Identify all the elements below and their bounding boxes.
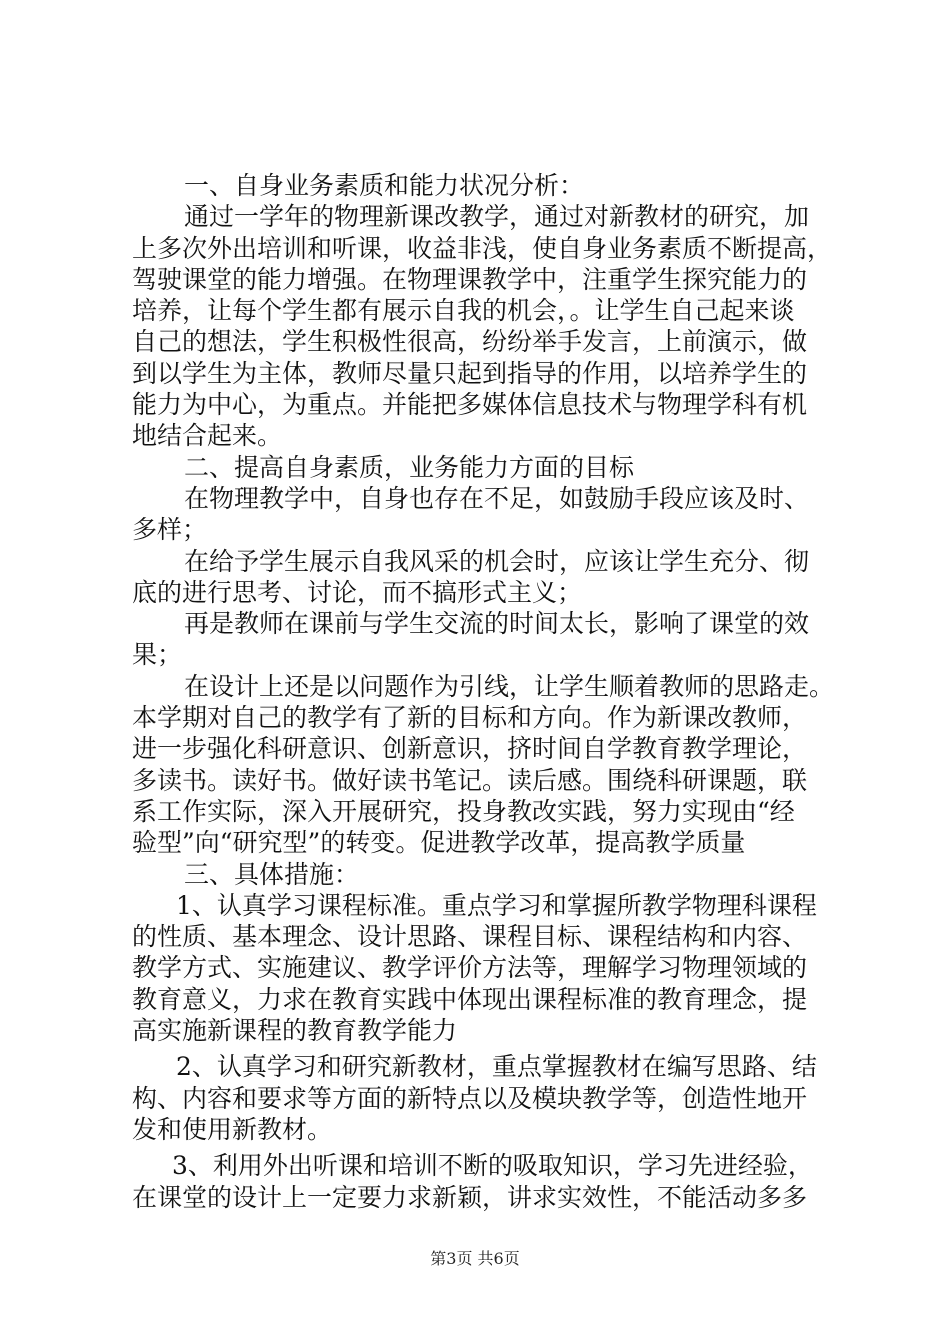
list-item-line: 教学方式、实施建议、教学评价方法等，理解学习物理领域的 [132,953,808,983]
paragraph-line: 验型”向“研究型”的转变。促进教学改革，提高教学质量 [132,828,746,858]
paragraph-line: 进一步强化科研意识、创新意识，挤时间自学教育教学理论， [132,734,808,764]
paragraph-line: 上多次外出培训和听课，收益非浅，使自身业务素质不断提高， [132,233,833,263]
paragraph-line: 系工作实际，深入开展研究，投身教改实践，努力实现由“经 [132,796,795,826]
paragraph-line: 多样； [132,515,208,545]
paragraph-line: 地结合起来。 [132,421,283,451]
list-item-line: 1、认真学习课程标准。重点学习和掌握所教学物理科课程 [176,890,817,920]
paragraph-line: 自己的想法，学生积极性很高，纷纷举手发言，上前演示，做 [132,327,808,357]
list-item-line: 的性质、基本理念、设计思路、课程目标、课程结构和内容、 [132,922,808,952]
section-heading-2: 二、提高自身素质，业务能力方面的目标 [184,452,635,482]
list-item-line: 3、利用外出听课和培训不断的吸取知识，学习先进经验， [172,1151,813,1181]
paragraph-line: 在物理教学中，自身也存在不足，如鼓励手段应该及时、 [184,483,810,513]
paragraph-line: 到以学生为主体，教师尽量只起到指导的作用，以培养学生的 [132,358,808,388]
list-item-line: 高实施新课程的教育教学能力 [132,1016,458,1046]
list-item-line: 构、内容和要求等方面的新特点以及模块教学等，创造性地开 [132,1083,808,1113]
document-body [132,170,837,1213]
list-item-line: 2、认真学习和研究新教材，重点掌握教材在编写思路、结 [176,1052,817,1082]
paragraph-line: 多读书。读好书。做好读书笔记。读后感。围绕科研课题，联 [132,765,808,795]
paragraph-line: 本学期对自己的教学有了新的目标和方向。作为新课改教师， [132,703,808,733]
paragraph-line: 驾驶课堂的能力增强。在物理课教学中，注重学生探究能力的 [132,264,808,294]
list-item-line: 在课堂的设计上一定要力求新颖，讲求实效性，不能活动多多 [132,1182,808,1212]
paragraph-line: 再是教师在课前与学生交流的时间太长，影响了课堂的效 [184,609,810,639]
paragraph-line: 底的进行思考、讨论，而不搞形式主义； [132,577,583,607]
list-item-line: 发和使用新教材。 [132,1114,333,1144]
paragraph-line: 果； [132,640,183,670]
paragraph-line: 在给予学生展示自我风采的机会时，应该让学生充分、彻 [184,546,810,576]
section-heading-1: 一、自身业务素质和能力状况分析： [184,171,585,200]
paragraph-line: 通过一学年的物理新课改教学，通过对新教材的研究，加 [184,202,810,232]
list-item-line: 教育意义，力求在教育实践中体现出课程标准的教育理念，提 [132,984,808,1014]
paragraph-line: 能力为中心，为重点。并能把多媒体信息技术与物理学科有机 [132,390,808,420]
page-number-footer: 第3页 共6页 [430,1249,520,1268]
section-heading-3: 三、具体措施： [184,859,360,889]
paragraph-line: 培养，让每个学生都有展示自我的机会，。让学生自己起来谈 [132,296,795,326]
paragraph-line: 在设计上还是以问题作为引线，让学生顺着教师的思路走。 [184,671,835,701]
